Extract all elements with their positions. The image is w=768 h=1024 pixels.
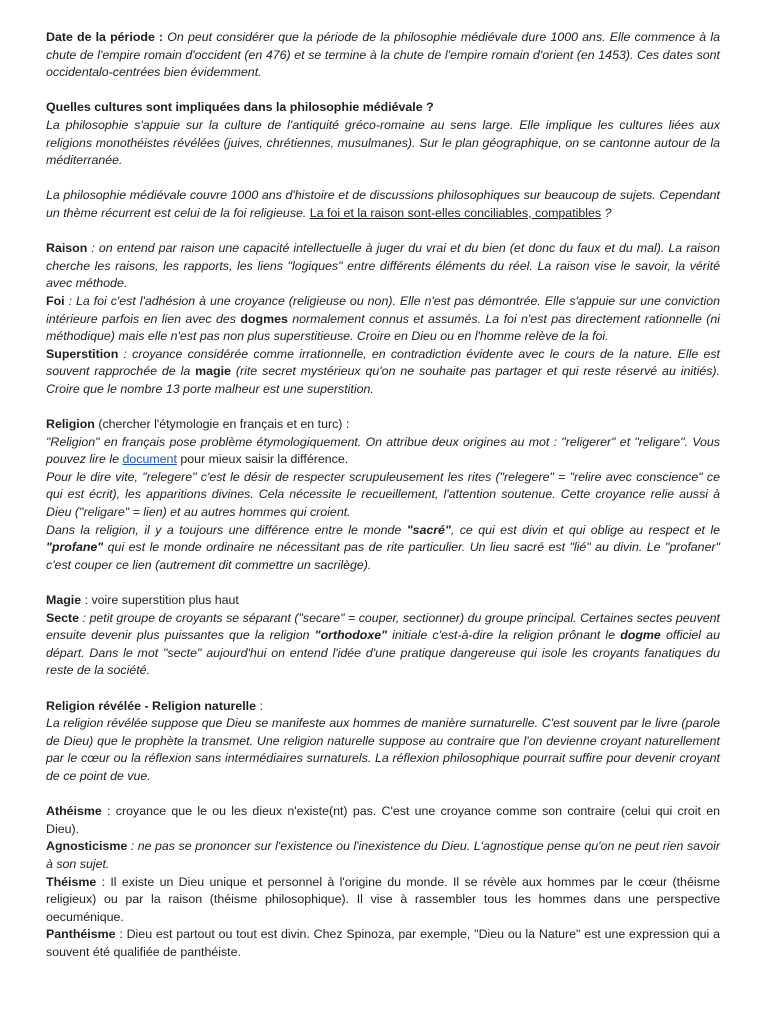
- religion-relegere: Pour le dire vite, "relegere" c'est le désir de respecter scrupuleusement les rites ("relegere" = "relire avec conscience" ce qui est écrit), les apparitions divines. Cela nécessite le recueillement, l'attention soutenue. Cette croyance relie aussi à Dieu ("religare" = lien) et au autres hommes qui croient.: [46, 469, 720, 520]
- document-link[interactable]: document: [122, 452, 177, 467]
- spacer: [46, 786, 720, 804]
- term-pantheisme: Panthéisme: [46, 927, 116, 942]
- term-magie: Magie: [46, 593, 82, 607]
- theme-text: La philosophie médiévale couvre 1000 ans d'histoire et de discussions philosophiques sur beaucoup de sujets. Cependant un thème récurrent est celui de la foi religieuse.: [46, 188, 720, 220]
- definition-raison: Raison : on entend par raison une capacité intellectuelle à juger du vrai et du bien (et donc du faux et du mal). La raison cherche les raisons, les rapports, les liens "logiques" entre différents éléments du réel. La raison vise le savoir, la vérité avec méthode.: [46, 241, 720, 291]
- spacer: [46, 680, 720, 698]
- term-superstition: Superstition: [46, 346, 119, 361]
- religion-sacre-profane: Dans la religion, il y a toujours une différence entre le monde "sacré", ce qui est divin et qui oblige au respect et le "profane" qui est le monde ordinaire ne nécessitant pas de rite particulier. Un lieu sacré est "lié" au divin. Le "profaner" c'est couper ce lien (autrement dit commettre un sacrilège).: [46, 522, 720, 572]
- revelee-heading: Religion révélée - Religion naturelle :: [46, 698, 263, 713]
- spacer: [46, 170, 720, 188]
- revelee-text: La religion révélée suppose que Dieu se manifeste aux hommes de manière surnaturelle. C'est souvent par le livre (parole de Dieu) que le prophète la transmet. Une religion naturelle suppose au contraire que l'on devienne croyant naturellement par le cœur ou la réflexion sans intermédiaires surnaturels. La réflexion philosophique pourrait suffire pour devenir croyant de ce point de vue.: [46, 716, 720, 783]
- term-periode: Date de la période :: [46, 30, 164, 44]
- religion-etymology: "Religion" en français pose problème étymologiquement. On attribue deux origines au mot : "religerer" et "religare". Vous pouvez lire le document pour mieux saisir la différence.: [46, 434, 720, 467]
- term-revelee: Religion révélée - Religion naturelle: [46, 698, 257, 713]
- definition-atheisme: Athéisme : croyance que le ou les dieux n'existe(nt) pas. C'est une croyance comme son contraire (celui qui croit en Dieu).: [46, 804, 720, 836]
- term-secte: Secte: [46, 610, 80, 625]
- definition-religion-heading: Religion (chercher l'étymologie en français et en turc) :: [46, 417, 350, 432]
- definition-magie: Magie : voire superstition plus haut: [46, 593, 239, 607]
- term-agnosticisme: Agnosticisme: [46, 839, 128, 854]
- term-theisme: Théisme: [46, 874, 97, 889]
- spacer: [46, 223, 720, 241]
- term-atheisme: Athéisme: [46, 804, 102, 819]
- term-raison: Raison: [46, 241, 88, 256]
- spacer: [46, 398, 720, 416]
- definition-pantheisme: Panthéisme : Dieu est partout ou tout est divin. Chez Spinoza, par exemple, "Dieu ou la Nature" est une expression qui a souvent été qualifiée de panthéiste.: [46, 927, 720, 959]
- spacer: [46, 574, 720, 592]
- spacer: [46, 82, 720, 100]
- section-theme: La philosophie médiévale couvre 1000 ans d'histoire et de discussions philosophiques sur beaucoup de sujets. Cependant un thème récurrent est celui de la foi religieuse. La foi et la raison sont-elles conciliables, compatibles ?: [46, 188, 720, 220]
- term-foi: Foi: [46, 293, 65, 308]
- term-religion: Religion: [46, 417, 95, 432]
- cultures-heading: Quelles cultures sont impliquées dans la philosophie médiévale ?: [46, 100, 434, 115]
- cultures-text: La philosophie s'appuie sur la culture de l'antiquité gréco-romaine au sens large. Elle implique les cultures liées aux religions monothéistes révélées (juives, chrétiennes, musulmanes). Sur le plan géographique, on se cantonne autour de la méditerranée.: [46, 117, 720, 168]
- definition-secte: Secte : petit groupe de croyants se séparant ("secare" = couper, sectionner) du groupe principal. Certaines sectes peuvent ensuite devenir plus puissantes que la religion "orthodoxe" initiale c'est-à-dire la religion prônant le dogme officiel au départ. Dans le mot "secte" aujourd'hui on entend l'idée d'une pratique dangereuse qui isole les croyants fanatiques du reste de la société.: [46, 610, 720, 678]
- definition-foi: Foi : La foi c'est l'adhésion à une croyance (religieuse ou non). Elle n'est pas démontrée. Elle s'appuie sur une conviction intérieure parfois en lien avec des dogmes normalement connus et assumés. La foi n'est pas directement rationnelle (ni méthodique) mais elle n'est pas non plus superstitieuse. Croire en Dieu ou en l'homme relève de la foi.: [46, 293, 720, 344]
- section-periode: [46, 29, 720, 82]
- definition-theisme: Théisme : Il existe un Dieu unique et personnel à l'origine du monde. Il se révèle aux hommes par le cœur (théisme religieux) ou par la raison (théisme philosophique). Il vise à rassembler tous les hommes dans une perspective oecuménique.: [46, 874, 720, 924]
- definition-superstition: Superstition : croyance considérée comme irrationnelle, en contradiction évidente avec le cours de la nature. Elle est souvent rapprochée de la magie (rite secret mystérieux qu'on ne souhaite pas partager et qui reste réservé au initiés). Croire que le nombre 13 porte malheur est une superstition.: [46, 346, 720, 396]
- definition-agnosticisme: Agnosticisme : ne pas se prononcer sur l'existence ou l'inexistence du Dieu. L'agnostique pense qu'on ne peut rien savoir à son sujet.: [46, 839, 720, 871]
- periode-text: On peut considérer que la période de la philosophie médiévale dure 1000 ans. Elle commence à la chute de l'empire romain d'occident (en 476) et se termine à la chute de l'empire romain d'orient (en 1453). Ces dates sont occidentalo-centrées bien évidemment.: [46, 30, 720, 80]
- theme-question: La foi et la raison sont-elles conciliables, compatibles: [309, 205, 602, 220]
